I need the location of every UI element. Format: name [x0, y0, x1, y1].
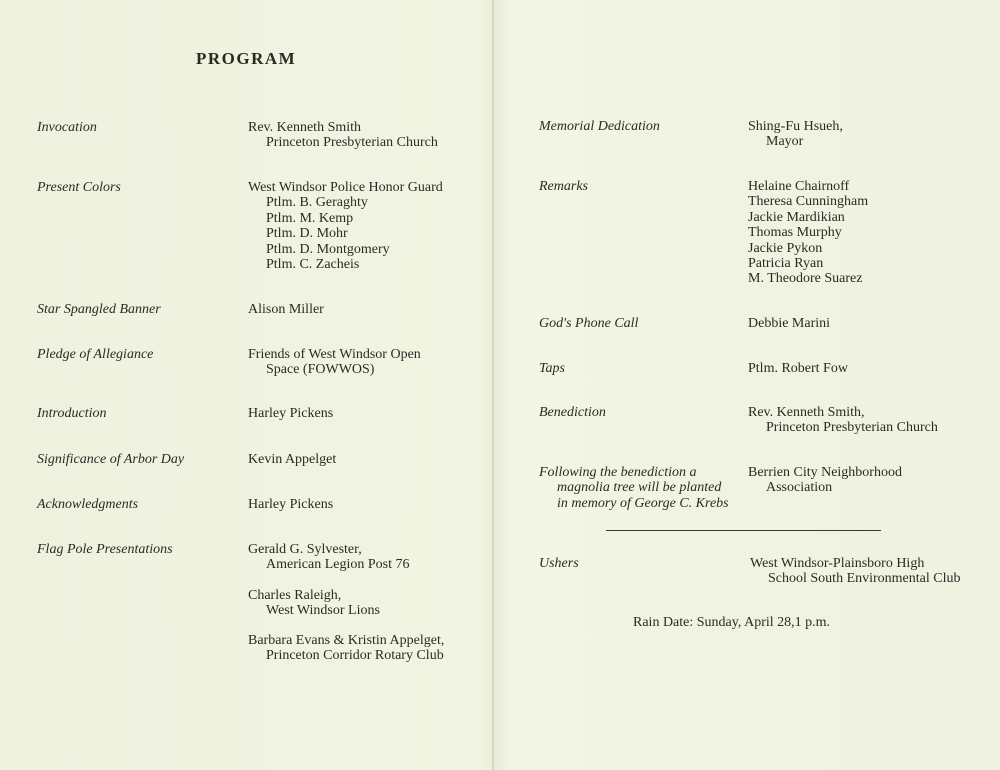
- value-line: Ptlm. D. Montgomery: [266, 241, 390, 257]
- program-item-label: [37, 406, 106, 421]
- divider-rule: [606, 530, 881, 531]
- program-item-value: [748, 119, 843, 150]
- value-line: Ptlm. B. Geraghty: [266, 195, 368, 211]
- value-line: Rev. Kenneth Smith: [248, 120, 362, 135]
- program-item-value: [248, 180, 443, 272]
- program-item-label: [37, 497, 138, 512]
- value-line: Thomas Murphy: [748, 225, 842, 241]
- value-line: Kevin Appelget: [248, 452, 337, 467]
- label-line: Significance of Arbor Day: [37, 452, 185, 467]
- value-line: Helaine Chairnoff: [748, 179, 850, 194]
- value-line: Patricia Ryan: [748, 256, 824, 272]
- value-line: Friends of West Windsor Open: [248, 347, 421, 362]
- value-line: Theresa Cunningham: [748, 194, 869, 210]
- program-item-label: [539, 405, 606, 420]
- value-line: American Legion Post 76: [266, 557, 410, 573]
- rain-date: Rain Date: Sunday, April 28,1 p.m.: [633, 615, 831, 630]
- program-item-value: [248, 633, 444, 664]
- value-line: Association: [766, 480, 833, 496]
- program-item-label: [539, 361, 565, 376]
- value-line: Princeton Presbyterian Church: [766, 420, 938, 436]
- label-line: Remarks: [539, 179, 588, 194]
- program-item-value: [248, 497, 333, 512]
- program-item-value: [248, 302, 324, 317]
- value-line: Ptlm. C. Zacheis: [266, 257, 360, 273]
- program-item-value: [248, 406, 333, 421]
- label-line: Invocation: [37, 120, 97, 135]
- label-line: magnolia tree will be planted: [557, 480, 722, 496]
- label-line: Following the benediction a: [539, 465, 697, 480]
- value-line: Princeton Corridor Rotary Club: [266, 648, 444, 664]
- program-item-label: [37, 347, 153, 362]
- program-item-value: [248, 542, 409, 573]
- value-line: Space (FOWWOS): [266, 362, 375, 378]
- label-line: Memorial Dedication: [539, 119, 660, 134]
- program-item-label: [37, 302, 161, 317]
- program-item-value: [748, 361, 848, 376]
- program-item-value: [748, 405, 938, 436]
- label-line: in memory of George C. Krebs: [557, 495, 729, 511]
- value-line: Ptlm. Robert Fow: [748, 361, 848, 376]
- value-line: Harley Pickens: [248, 497, 334, 512]
- value-line: Harley Pickens: [248, 406, 334, 421]
- value-line: Shing-Fu Hsueh,: [748, 119, 843, 134]
- label-line: Pledge of Allegiance: [37, 347, 154, 362]
- value-line: Ptlm. D. Mohr: [266, 226, 348, 242]
- value-line: Ptlm. M. Kemp: [266, 210, 354, 226]
- value-line: West Windsor Lions: [266, 603, 380, 619]
- program-item-label: [539, 179, 588, 194]
- value-line: School South Environmental Club: [768, 571, 961, 587]
- program-item-value: [248, 120, 438, 151]
- program-item-value: [750, 556, 961, 587]
- label-line: Introduction: [37, 406, 107, 421]
- value-line: M. Theodore Suarez: [748, 271, 863, 287]
- program-item-value: [748, 316, 830, 331]
- program-item-value: [248, 347, 421, 378]
- program-item-label: [37, 452, 184, 467]
- value-line: Princeton Presbyterian Church: [266, 135, 438, 151]
- program-item-label: [539, 316, 638, 331]
- value-line: Berrien City Neighborhood: [748, 465, 902, 480]
- program-item-value: [748, 465, 902, 496]
- value-line: Alison Miller: [248, 302, 324, 317]
- value-line: Rev. Kenneth Smith,: [748, 405, 865, 420]
- program-item-label: [539, 465, 729, 511]
- label-line: Flag Pole Presentations: [37, 542, 173, 557]
- center-fold: [492, 0, 494, 770]
- program-item-label: [37, 120, 97, 135]
- program-item-label: [539, 556, 579, 571]
- program-item-label: [37, 180, 121, 195]
- label-line: Benediction: [539, 405, 606, 420]
- value-line: Jackie Mardikian: [748, 209, 845, 225]
- program-item-value: [748, 179, 868, 287]
- label-line: Present Colors: [37, 180, 121, 195]
- value-line: Jackie Pykon: [748, 240, 823, 256]
- label-line: Ushers: [539, 556, 579, 571]
- label-line: Acknowledgments: [37, 497, 139, 512]
- program-item-value: [248, 588, 380, 619]
- program-item-value: [248, 452, 336, 467]
- page-title: PROGRAM: [196, 49, 297, 68]
- label-line: Taps: [539, 361, 565, 376]
- label-line: God's Phone Call: [539, 316, 639, 331]
- value-line: Gerald G. Sylvester,: [248, 542, 362, 557]
- value-line: West Windsor Police Honor Guard: [248, 180, 443, 195]
- program-item-label: [37, 542, 173, 557]
- value-line: West Windsor-Plainsboro High: [750, 556, 925, 571]
- value-line: Charles Raleigh,: [248, 588, 342, 603]
- program-item-label: [539, 119, 660, 134]
- label-line: Star Spangled Banner: [37, 302, 161, 317]
- value-line: Mayor: [766, 134, 804, 150]
- value-line: Debbie Marini: [748, 316, 831, 331]
- value-line: Barbara Evans & Kristin Appelget,: [248, 633, 445, 648]
